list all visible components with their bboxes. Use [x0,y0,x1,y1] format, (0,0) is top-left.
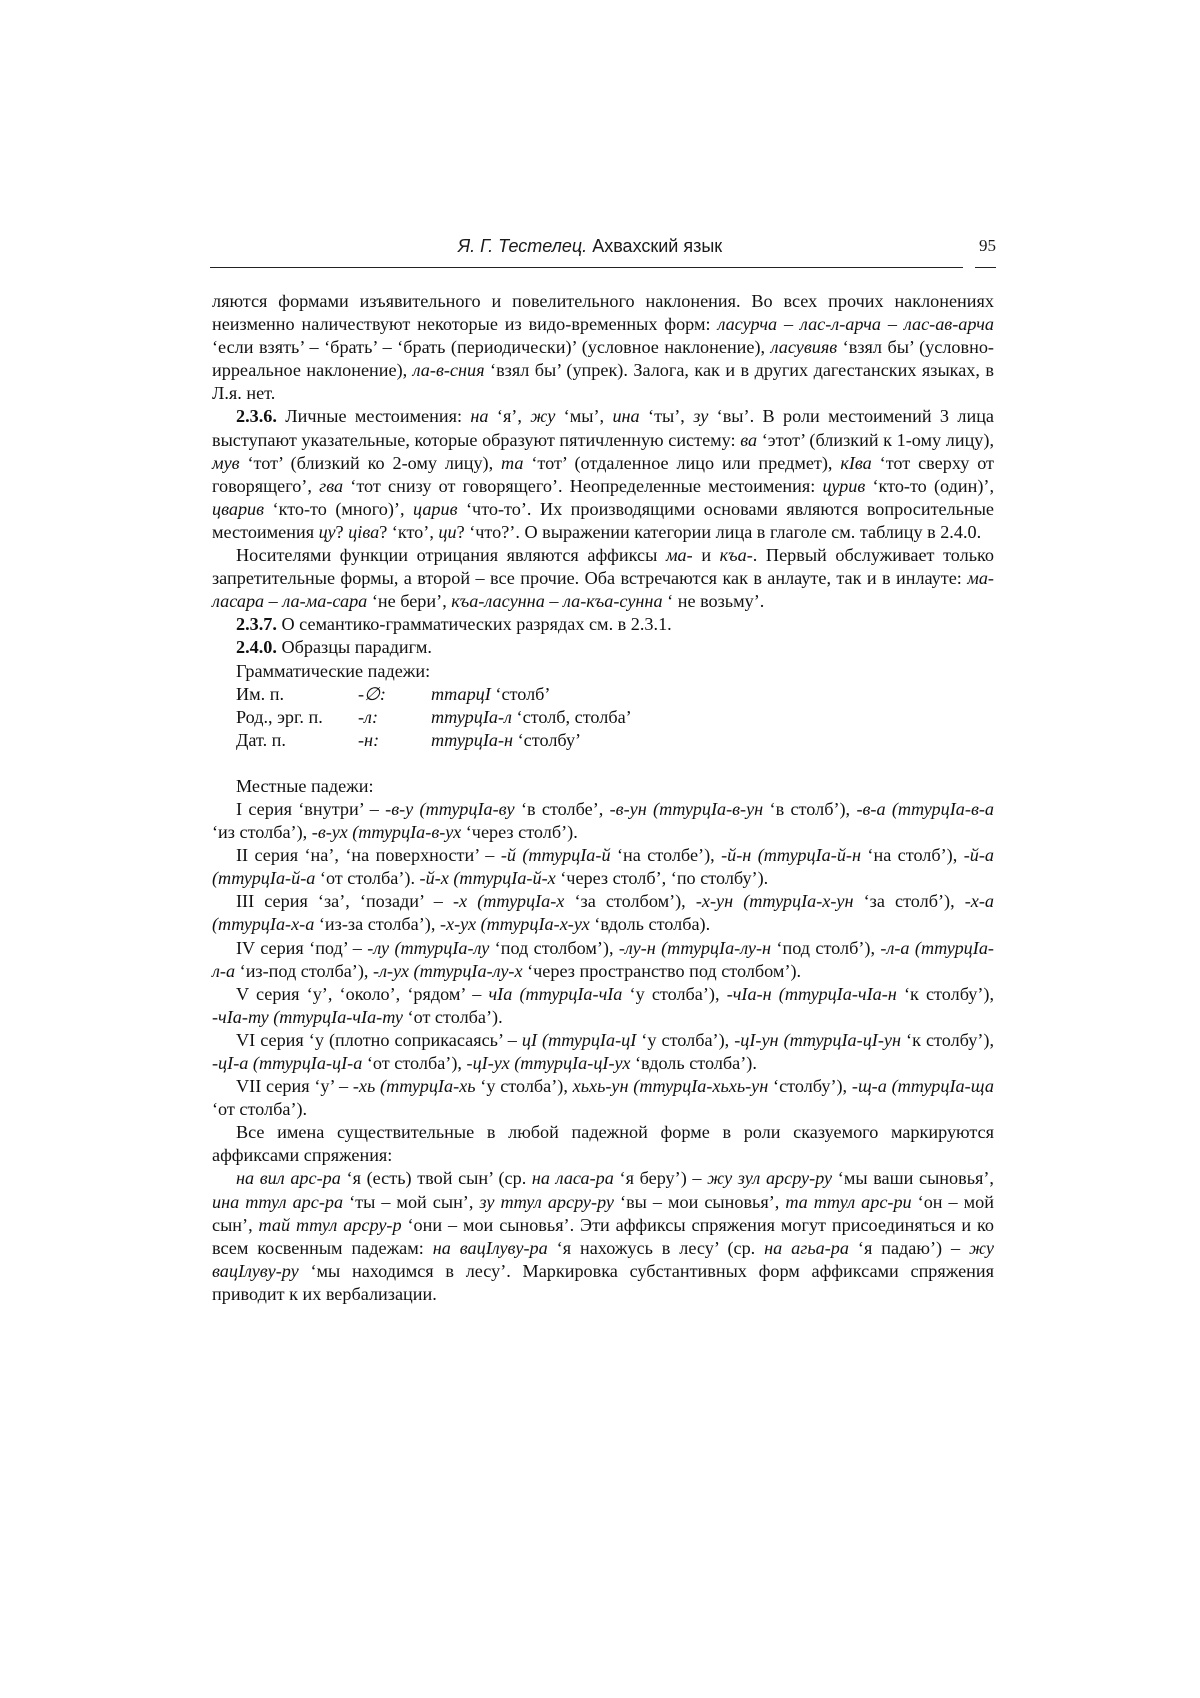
text-run: ‘через столб’, ‘по столбу’). [555,868,769,889]
text-run: ‘ не возьму’. [662,591,765,612]
text-run: 2.3.7. [236,614,277,635]
text-run: -х-ун (ттурцIа-х-ун [695,891,854,912]
grammatical-cases-table [236,683,632,752]
text-run: на вацIлуву-ра [432,1237,548,1258]
header-rule [210,267,963,268]
text-run: на вил арс-ра [236,1168,341,1189]
text-run: -лу (ттурцIа-лу [367,937,490,958]
text-run: -цI-ун (ттурцIа-цI-ун [734,1029,902,1050]
local-cases-heading: Местные падежи: [236,775,374,796]
text-run: ци [438,521,457,542]
text-run: гва [319,475,344,496]
text-run: ? ‘кто’, [379,521,439,542]
text-run: ‘к столбу’), [901,1029,994,1050]
text-run: 2.4.0. [236,637,277,658]
text-run: ‘через пространство под столбом’). [522,960,802,981]
case-affix: -∅: [358,683,386,704]
case-row [236,706,632,729]
text-run: ‘тот снизу от говорящего’. Неопределенные местоимения: [343,475,823,496]
paragraph-conjugation [212,1121,994,1167]
spacer [212,752,994,775]
text-run: х-а (ттурцIа-х-а [212,891,994,935]
paragraph-paradigms [212,636,994,659]
text-run: ‘от столба’), [362,1053,467,1073]
text-run: -х (ттурцIа-х [452,891,565,912]
running-author: Я. Г. Тестелец. [457,236,588,256]
text-run: ‘мы находимся в лесу’. Маркировка субстантивных форм аффиксами спряжения приводит к их вербализации. [212,1260,994,1304]
text-run: IV серия ‘под’ – [236,937,368,958]
text-run: ‘что-то’. Их производящими основами являются вопросительные местоимения [212,498,994,542]
text-run: ‘вдоль столба’). [630,1053,757,1073]
text-run: ва [740,429,758,450]
text-run: на агьа-ра [764,1237,849,1258]
case-form: ттурцIа-л [431,706,512,727]
text-run: ? [335,521,349,542]
local-case-series [212,983,994,1029]
text-run: ? ‘что?’. О выражении категории лица в глаголе см. таблицу в 2.4.0. [456,521,982,542]
text-run: -лу-н (ттурцIа-лу-н [618,937,772,958]
text-run: ла-в-сния [412,360,485,381]
text-run: Личные местоимения: [276,406,471,427]
text-run: ма-ласара – ла-ма-сара [212,568,994,612]
text-run: цу [318,521,336,542]
text-run: ‘ты – мой сын’, [343,1191,480,1212]
text-run: ‘от столба’). [402,1006,503,1027]
text-run: ‘за столб’), - [853,891,971,912]
text-run: ціва [348,521,380,542]
text-run: зу [693,406,709,427]
text-run: ляются формами изъявительного и повелительного наклонения. Во всех прочих наклонениях неизменно наличествуют некоторые из видо-временных форм: [212,291,994,335]
text-run: ‘тот’ (отдаленное лицо или предмет), [523,452,841,473]
text-run: ‘ты’, [639,406,694,427]
case-form: ттарцI [431,683,491,704]
text-run: къа-ласунна – ла-къа-сунна [451,591,663,612]
text-run: . Первый обслуживает только запретительные формы, а второй – все прочие. Оба встречаются как в анлауте, так и в инлауте: [212,545,995,589]
case-row [236,683,632,706]
text-run: чIа (ттурцIа-чIа [488,983,623,1004]
text-run: къа- [719,545,753,566]
header-rule-short [975,267,996,268]
local-case-series [212,937,994,983]
text-run: ‘из столба’), [212,822,312,843]
text-run: -чIа-н (ттурцIа-чIа-н [726,983,897,1004]
case-row [236,729,632,752]
text-run: ‘если взять’ – ‘брать’ – ‘брать (периодически)’ (условное наклонение), [212,337,771,358]
text-run: Все имена существительные в любой падежной форме в роли сказуемого маркируются аффиксами спряжения: [212,1122,994,1166]
case-gloss: ‘столбу’ [513,729,582,750]
case-gloss: ‘столб’ [490,683,551,704]
text-run: ‘они – мои сыновья’. Эти аффиксы спряжения могут присоединяться и ко всем косвенным падежам: [212,1214,994,1258]
text-run: -в-у (ттурцIа-ву [385,798,515,819]
text-run: ‘мы’, [555,406,613,427]
text-run: ‘от столба’). [212,1099,308,1120]
text-run: -й (ттурцIа-й [500,845,611,866]
text-run: -в-ун (ттурцIа-в-ун [609,798,764,819]
text-run: мув [212,452,240,473]
text-run: ‘на столб’), [861,845,964,866]
text-run: -й-а (ттурцIа-й-а [212,845,994,889]
text-run: зу ттул арсру-ру [479,1191,614,1212]
text-run: ‘к столбу’), [896,983,995,1004]
text-run: ‘у столба’), [475,1076,573,1097]
text-run: -в-ух (ттурцIа-в-ух [311,822,462,843]
text-run: ‘у столба’), [622,983,727,1004]
text-run: цварив [212,498,265,519]
paragraph-moods [212,290,994,405]
local-case-series [212,890,994,936]
text-run: ина ттул арс-ра [212,1191,344,1212]
text-run: на [470,406,489,427]
text-run: -х-ух (ттурцIа-х-ух [439,914,590,935]
text-run: ‘я’, [488,406,531,427]
text-run: ‘я беру’) – [613,1168,708,1189]
case-affix: -н: [358,729,380,750]
text-run: та [501,452,524,473]
text-run: ‘вы – мои сыновья’, [614,1191,786,1212]
running-title [210,236,970,257]
text-run: ‘я падаю’) – [848,1237,969,1258]
case-name: Род., эрг. п. [236,706,323,727]
local-case-series [212,844,994,890]
local-case-series [212,798,994,844]
local-cases-series [212,798,994,1121]
text-run: ‘кто-то (много)’, [264,498,413,519]
paragraph-pronouns [212,405,994,544]
text-run: -цI-ух (ттурцIа-цI-ух [466,1053,631,1073]
text-run: ‘через столб’). [461,822,578,843]
text-run: ‘кто-то (один)’, [865,475,994,496]
text-run: ‘под столбом’), [489,937,619,958]
text-run: жу вацIлуву-ру [212,1237,994,1281]
text-run: VII серия ‘у’ – [236,1076,353,1097]
local-case-series [212,1029,994,1075]
text-run: V серия ‘у’, ‘около’, ‘рядом’ – [236,983,489,1004]
text-run: жу зул арсру-ру [707,1168,833,1189]
text-run: -хь (ттурцIа-хь [352,1076,476,1097]
text-run: тай ттул арсру-р [258,1214,402,1235]
paragraph-negation [212,544,994,613]
paragraph-semantic-classes [212,613,994,636]
text-run: цурив [822,475,866,496]
text-run: I серия ‘внутри’ – [236,798,386,819]
text-run: хьхь-ун (ттурцIа-хьхь-ун [572,1076,769,1097]
text-run: та ттул арс-ри [785,1191,912,1212]
text-run: О семантико-грамматических разрядах см. в 2.3.1. [276,614,672,635]
text-run: ‘я нахожусь в лесу’ (ср. [547,1237,765,1258]
text-run: ина [612,406,640,427]
text-run: III серия ‘за’, ‘позади’ – [236,891,453,912]
text-run: ма- [665,545,693,566]
text-run: ‘тот’ (близкий ко 2-ому лицу), [239,452,502,473]
text-run: 2.3.6. [236,406,277,427]
local-case-series [212,1075,994,1121]
text-run: и [692,545,720,566]
text-run: ‘взял бы’ (упрек). Залога, как и в других дагестанских языках, в Л.я. нет. [212,360,994,404]
text-run: II серия ‘на’, ‘на поверхности’ – [236,845,501,866]
text-run: ‘я (есть) твой сын’ (ср. [340,1168,532,1189]
text-run: ‘в столбе’, [514,798,610,819]
text-run: ‘этот’ (близкий к 1-ому лицу), [757,429,994,450]
text-run: ласувияв [770,337,838,358]
text-run: на ласа-ра [531,1168,614,1189]
text-run: Носителями функции отрицания являются аффиксы [236,545,666,566]
text-run: -чIа-ту (ттурцIа-чIа-ту [212,1006,403,1027]
paragraph-examples [212,1167,994,1306]
case-name: Им. п. [236,683,285,704]
case-name: Дат. п. [236,729,286,750]
text-run: ‘взял бы’ (условно-ирреальное наклонение), [212,337,994,381]
page-number: 95 [979,236,996,255]
text-run: цI (ттурцIа-цI [521,1029,637,1050]
text-run: -л-а (ттурцIа-л-а [212,937,994,981]
text-run: ласурча – лас-л-арча – лас-ав-арча [717,314,994,335]
body-text [212,290,994,1306]
text-run: -й-х (ттурцIа-й-х [419,868,556,889]
text-run: ‘от столба’). [315,868,420,889]
text-run: -цI-а (ттурцIа-цI-а [212,1053,363,1073]
text-run: ‘на столбе’), [610,845,722,866]
case-form: ттурцIа-н [431,729,514,750]
text-run: ‘он – мой сын’, [212,1191,994,1235]
case-affix: -л: [358,706,379,727]
text-run: ‘в столб’), [763,798,857,819]
text-run: ‘столбу’), [768,1076,852,1097]
grammatical-cases-heading: Грамматические падежи: [236,660,431,681]
text-run: ‘за столбом’), [564,891,696,912]
text-run: ‘не бери’, [367,591,452,612]
text-run: ‘у столба’), [636,1029,735,1050]
running-book-title: Ахвахский язык [592,236,723,256]
case-gloss: ‘столб, столба’ [511,706,632,727]
text-run: жу [530,406,556,427]
text-run: Образцы парадигм. [276,637,432,658]
text-run: VI серия ‘у (плотно соприкасаясь’ – [236,1029,522,1050]
text-run: ‘мы ваши сыновья’, [832,1168,994,1189]
text-run: кIва [840,452,872,473]
text-run: ‘под столб’), [771,937,881,958]
text-run: ‘из-под столба’), [235,960,374,981]
text-run: ‘тот сверху от говорящего’, [212,452,994,496]
text-run: -й-н (ттурцIа-й-н [721,845,861,866]
text-run: -в-а (ттурцIа-в-а [856,798,995,819]
text-run: ‘вдоль столба). [589,914,711,935]
text-run: ‘из-за столба’), [314,914,440,935]
text-run: царив [413,498,458,519]
text-run: ‘вы’. В роли местоимений 3 лица выступают указательные, которые образуют пятичленную систему: [212,406,994,450]
text-run: -л-ух (ттурцIа-лу-х [373,960,523,981]
text-run: -щ-а (ттурцIа-ща [851,1076,994,1097]
